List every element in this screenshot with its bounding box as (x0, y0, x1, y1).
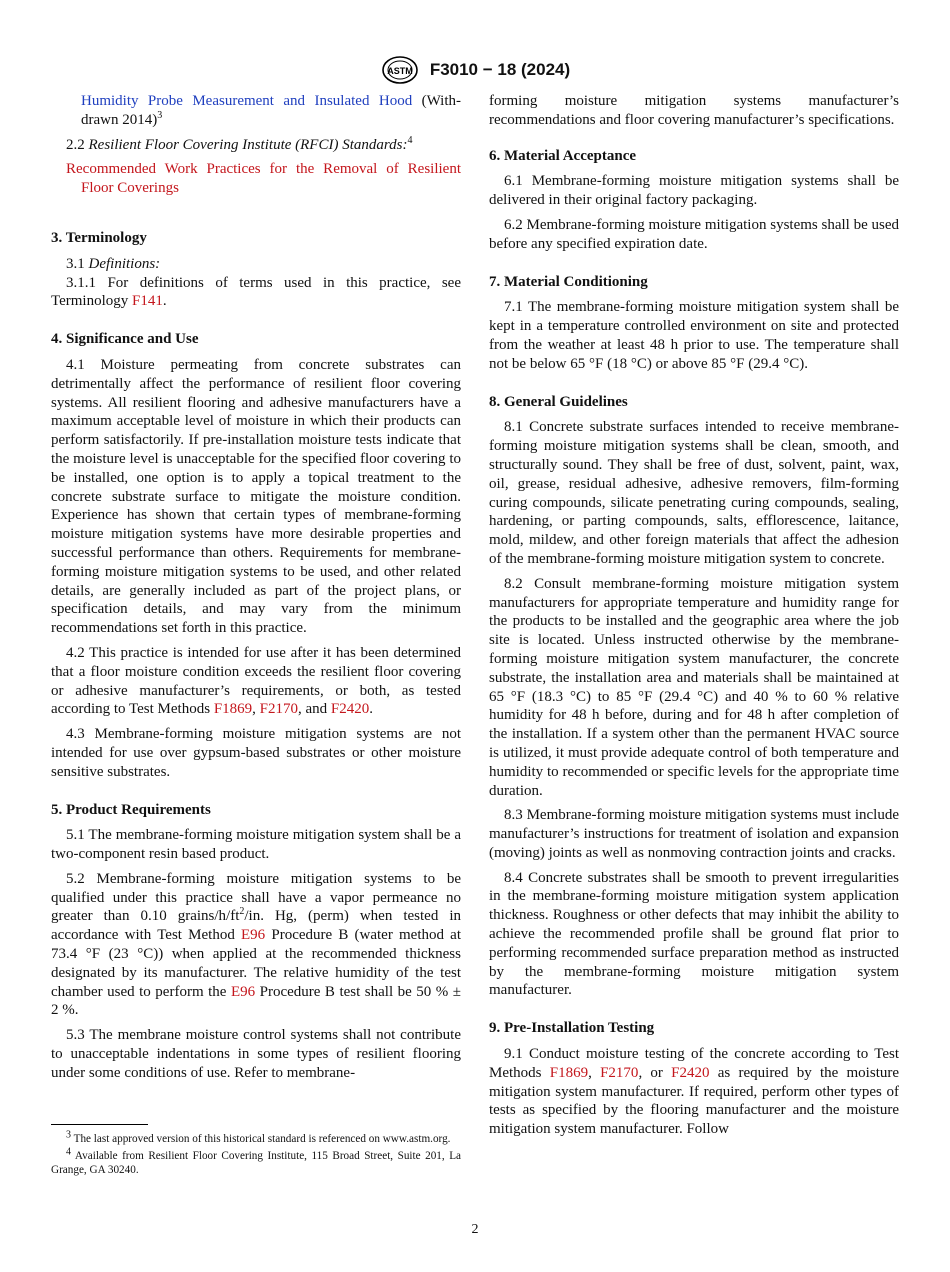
section-8-4: 8.4 Concrete substrates shall be smooth to prevent irregularities in the membrane-forming moisture mitigation system application thickness. Roughness or other defects that may inhibit the ability to achieve the recommended profile shall be ground flat prior to performing recommended surface preparation method as instructed by the membrane-forming moisture mitigation system manufacturer. (489, 869, 899, 999)
section-2-2: 2.2 Resilient Floor Covering Institute (RFCI) Standards:$^4$ (66, 134, 413, 153)
ref-link-rfci[interactable]: Recommended Work Practices for the Removal of Resilient Floor Coverings (66, 161, 461, 197)
ref-f2420[interactable]: F2420 (671, 1064, 710, 1081)
section-5-1: 5.1 The membrane-forming moisture mitigation system shall be a two-component resin based product. (51, 827, 461, 863)
ref-f141[interactable]: F141 (132, 293, 163, 310)
standard-designation: F3010 − 18 (2024) (429, 60, 571, 79)
section-3-1: 3.1 Definitions: (66, 255, 161, 272)
section-5-heading: 5. Product Requirements (51, 801, 211, 818)
ref-f1869[interactable]: F1869 (213, 701, 253, 718)
section-9-heading: 9. Pre-Installation Testing (489, 1020, 655, 1037)
ref-f1869[interactable]: F1869 (549, 1064, 589, 1081)
svg-text:ASTM: ASTM (387, 66, 413, 76)
footnote-4: $^4$ Available from Resilient Floor Covering Institute, 115 Broad Street, Suite 201, La Grange, GA 30240. (51, 1145, 461, 1176)
footnote-divider (51, 1124, 148, 1125)
ref-continuation: Humidity Probe Measurement and Insulated Hood (With-drawn 2014)$^3$ (81, 93, 462, 128)
section-4-1: 4.1 Moisture permeating from concrete substrates can detrimentally affect the performance of resilient floor covering systems. All resilient flooring and adhesive manufacturers have a maximum acceptable level of moisture in which their products can perform satisfactorily. If pre-installation moisture tests indicate that the moisture level is unacceptable for the specified floor covering to be installed, one option is to apply a topical treatment to the concrete substrate surface to mitigate the moisture condition. Experience has shown that certain types of membrane-forming moisture mitigation systems have more desirable properties and successful performance than others. Requirements for membrane-forming moisture mitigation systems to be used, and other related details, are generally included as part of the project plans, or specification details, and may vary from the minimum recommendations set forth in this practice. (51, 356, 461, 637)
section-4-heading: 4. Significance and Use (51, 331, 199, 348)
page-header (0, 55, 950, 85)
section-3-heading: 3. Terminology (51, 229, 147, 246)
section-5-3: 5.3 The membrane moisture control systems shall not contribute to unacceptable indentations in some types of resilient flooring under some conditions of use. Refer to membrane- (51, 1027, 461, 1081)
section-7-heading: 7. Material Conditioning (489, 273, 648, 290)
section-7-1: 7.1 The membrane-forming moisture mitigation system shall be kept in a temperature controlled environment on site and protected from the weather at least 48 h prior to use. The temperature shall not be below 65 °F (18 °C) or above 85 °F (29.4 °C). (489, 299, 899, 372)
ref-f2170[interactable]: F2170 (259, 701, 298, 718)
section-8-heading: 8. General Guidelines (489, 393, 628, 410)
section-6-heading: 6. Material Acceptance (489, 147, 637, 164)
section-5-3-continuation: forming moisture mitigation systems manufacturer’s recommendations and floor covering manufacturer’s specifications. (489, 93, 899, 128)
page-number: 2 (471, 1222, 479, 1237)
section-9-1: 9.1 Conduct moisture testing of the concrete according to Test Methods F1869, F2170, or F2420 as required by the moisture mitigation system manufacturer. If required, perform other types of tests as specified by the flooring manufacturer and the moisture mitigation system manufacturer. Follow (489, 1046, 900, 1138)
ref-e96-2[interactable]: E96 (230, 983, 256, 1000)
section-8-3: 8.3 Membrane-forming moisture mitigation systems must include manufacturer’s instructions for treatment of isolation and expansion (moving) joints as well as nonmoving contraction joints and cracks. (489, 807, 899, 861)
footnotes (51, 1129, 461, 1180)
section-8-2: 8.2 Consult membrane-forming moisture mitigation system manufacturers for appropriate temperature and humidity range for the products to be installed and the geographic area where the job site is located. Unless instructed otherwise by the membrane-forming moisture mitigation system manufacturer, the concrete substrate, the installation area and materials shall be maintained at 65 °F (18.3 °C) to 85 °F (29.4 °C) and 40 % to 60 % relative humidity for 48 h before, during and for 48 h after completion of the installation. If a system other than the permanent HVAC source is utilized, it must provide adequate control of both temperature and humidity to recommended or specific levels for the appropriate time duration. (489, 575, 899, 799)
section-3-1-1: 3.1.1 For definitions of terms used in this practice, see Terminology F141. (51, 274, 461, 310)
ref-link-humidity-probe[interactable]: Humidity Probe Measurement and Insulated Hood (81, 93, 413, 109)
section-8-1: 8.1 Concrete substrate surfaces intended to receive membrane-forming moisture mitigation systems shall be clean, smooth, and structurally sound. They shall be free of dust, solvent, paint, wax, oil, grease, residual adhesive, adhesive removers, film-forming curing compounds, silicate penetrating curing compounds, sealing, hardening, or parting compounds, salts, efflorescence, laitance, mold, mildew, and other foreign materials that affect the adhesion of the membrane-forming moisture mitigation system to concrete. (489, 419, 899, 567)
astm-logo (380, 55, 420, 85)
footnote-3: $^3$ The last approved version of this historical standard is referenced on www.astm.org. (66, 1129, 451, 1145)
ref-f2170[interactable]: F2170 (600, 1064, 639, 1081)
ref-e96[interactable]: E96 (241, 927, 266, 944)
ref-f2420[interactable]: F2420 (330, 701, 370, 718)
section-4-3: 4.3 Membrane-forming moisture mitigation systems are not intended for use over gypsum-based substrates or other moisture sensitive substrates. (51, 726, 461, 780)
section-6-1: 6.1 Membrane-forming moisture mitigation systems shall be delivered in their original factory packaging. (489, 173, 899, 209)
section-4-2: 4.2 This practice is intended for use after it has been determined that a floor moisture condition exceeds the resilient floor covering or adhesive manufacturer’s requirements, or both, as tested according to Test Methods F1869, F2170, and F2420. (51, 644, 461, 718)
right-column (489, 92, 899, 1145)
left-column (51, 92, 461, 1089)
section-6-2: 6.2 Membrane-forming moisture mitigation systems shall be used before any specified expiration date. (489, 216, 899, 252)
section-5-2: 5.2 Membrane-forming moisture mitigation systems to be qualified under this practice shall have a vapor permeance no greater than 0.10 grains/$h/ft^2/in$. Hg, (perm) when tested in accordance with Test Method E96 Procedure B (water method at 73.4 °F (23 °C)) when applied at the recommended thickness designated by its manufacturer. The relative humidity of the test chamber used to perform the E96 Procedure B test shall be 50 % ± 2 %. (51, 870, 462, 1019)
rfci-work-practices (51, 160, 461, 198)
